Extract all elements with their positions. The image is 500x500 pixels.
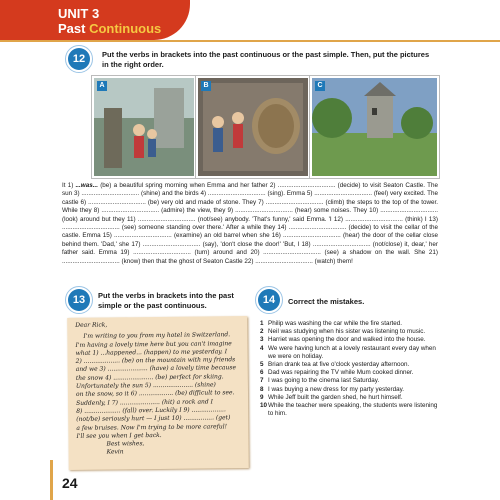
- letter-line: 2) ................... (be) on the mountain with my friends: [75, 356, 236, 366]
- story-rest: (be) a beautiful spring morning when Emma and her father 2) ................................. (decide) to visit Seaton Castle. The sun 3) ................................. (shine) and the birds 4) ................................. (sing). Emma 5) ................................. (feel) very excited. The castle 6) ................................. (be) very old and made of stone. They 7) ................................. (climb) the steps to the top of the tower. While they 8) ................................. (admire) the view, they 9) ................................. (hear) some noises. They 10) ................................. (look) around but they 11) ................................. (not/see) anybody. 'That's funny,' said Emma. 'I 12) ................................. (think) I 13) ................................. (see) someone standing over there.' After a while they 14) ................................. (decide) to visit the cellar of the castle. Emma 15) ................................. (examine) an old barrel when she 16) ................................. (hear) the door of the cellar close behind them. 'Dad,' she 17) ................................. (say), 'don't close the door!' 'But, I 18) ................................. (not/close) it, dear,' her father said. Emma 19) ................................. (turn) around and 20) ................................. (see) a shadow on the wall. She 21) ................................. (know) then that the ghost of Seaton Castle 22) ................................. (watch) them!: [62, 182, 438, 265]
- unit-title-part1: Past: [58, 21, 90, 36]
- item-number: 6: [260, 369, 264, 377]
- item-number: 2: [260, 328, 264, 336]
- list-item: [260, 328, 440, 336]
- item-text: We were having lunch at a lovely restaurant every day when we were on holiday.: [268, 344, 436, 360]
- list-item: [260, 377, 440, 385]
- item-text: Neil was studying when his sister was listening to music.: [268, 328, 426, 336]
- letter-line: the snow 4) ..................... (be) perfect for skiing.: [75, 373, 224, 382]
- unit-title: [58, 21, 161, 36]
- item-text: I was going to the cinema last Saturday.: [268, 377, 380, 385]
- item-text: I was buying a new dress for my party yesterday.: [268, 385, 405, 393]
- page-number: 24: [62, 475, 78, 491]
- exercise-14-badge: 14: [258, 289, 280, 311]
- item-text: Philip was washing the car while the fire started.: [268, 320, 403, 327]
- letter-line: Unfortunately the sun 5) ..................... (shine): [75, 381, 216, 390]
- item-number: 9: [260, 393, 264, 401]
- item-text: While the teacher were speaking, the students were listening to him.: [268, 402, 438, 418]
- letter-line: a few bruises. Now I'm trying to be more careful!: [76, 422, 228, 432]
- letter-line: and we 3) ..................... (have) a lovely time because: [75, 364, 237, 374]
- letter-signature: Kevin: [106, 448, 124, 456]
- letter-line: I'm writing to you from my hotel in Switzerland.: [83, 331, 231, 341]
- exercise-13-badge: 13: [68, 289, 90, 311]
- list-item: [260, 394, 440, 402]
- letter-line: what 1) ...happened... (happen) to me yesterday. I: [75, 348, 228, 357]
- picture-c-label: C: [315, 81, 325, 91]
- list-item: [260, 336, 440, 344]
- item-text: While Jeff built the garden shed, he hurt himself.: [268, 393, 403, 401]
- unit-header: [0, 0, 500, 44]
- picture-c-illustration: [312, 78, 437, 176]
- exercise-12-badge: 12: [68, 48, 90, 70]
- letter-line: (not/be) seriously hurt — I just 10) ................ (get): [76, 414, 231, 424]
- header-divider: [0, 40, 500, 42]
- letter-line: on the snow, so it 6) .................. (be) difficult to see.: [75, 389, 235, 399]
- letter-card: [67, 316, 249, 470]
- list-item: [260, 345, 440, 361]
- item-number: 1: [260, 320, 264, 327]
- letter-line: 8) ................... (fall) over. Luckily I 9) ..................: [76, 406, 226, 415]
- letter-line: I'm having a lovely time here but you can't imagine: [75, 339, 232, 349]
- unit-title-part2: Continuous: [89, 21, 162, 36]
- list-item: [260, 320, 440, 328]
- letter-line: I'll see you when I get back.: [76, 431, 162, 440]
- item-text: Harriet was opening the door and walked into the house.: [268, 336, 426, 344]
- story-start: It 1): [62, 182, 76, 189]
- page-edge-accent: [50, 460, 53, 500]
- picture-b-label: B: [201, 81, 211, 91]
- exercise-14-instruction: Correct the mistakes.: [288, 297, 365, 306]
- list-item: [260, 386, 440, 394]
- picture-a: [92, 76, 196, 178]
- list-item: [260, 361, 440, 369]
- unit-number: UNIT 3: [58, 6, 100, 21]
- picture-b-illustration: [198, 78, 308, 176]
- item-number: 3: [260, 336, 264, 344]
- item-number: 10: [260, 402, 268, 410]
- item-number: 8: [260, 385, 264, 393]
- exercise-12-story: [62, 182, 438, 266]
- picture-c: [310, 76, 439, 178]
- item-text: Dad was repairing the TV while Mum cooked dinner.: [268, 369, 414, 377]
- letter-greeting: Dear Rick,: [75, 321, 108, 329]
- letter-line: Suddenly, I 7) ..................... (hit) a rock and I: [76, 398, 214, 407]
- item-number: 5: [260, 361, 264, 369]
- picture-b: [196, 76, 310, 178]
- exercise-13-instruction: Put the verbs in brackets into the past simple or the past continuous.: [98, 291, 234, 310]
- letter-signoff: Best wishes,: [106, 440, 145, 448]
- mistakes-list: [260, 320, 440, 418]
- picture-a-label: A: [97, 81, 107, 91]
- list-item: [260, 402, 440, 418]
- item-number: 7: [260, 377, 264, 385]
- story-answer-1: ...was...: [75, 182, 98, 189]
- list-item: [260, 369, 440, 377]
- item-number: 4: [260, 344, 264, 352]
- picture-a-illustration: [94, 78, 194, 176]
- item-text: Brian drank tea at five o'clock yesterday afternoon.: [268, 361, 410, 369]
- exercise-12-instruction: Put the verbs in brackets into the past continuous or the past simple. Then, put the pictures in the right order.: [102, 50, 430, 69]
